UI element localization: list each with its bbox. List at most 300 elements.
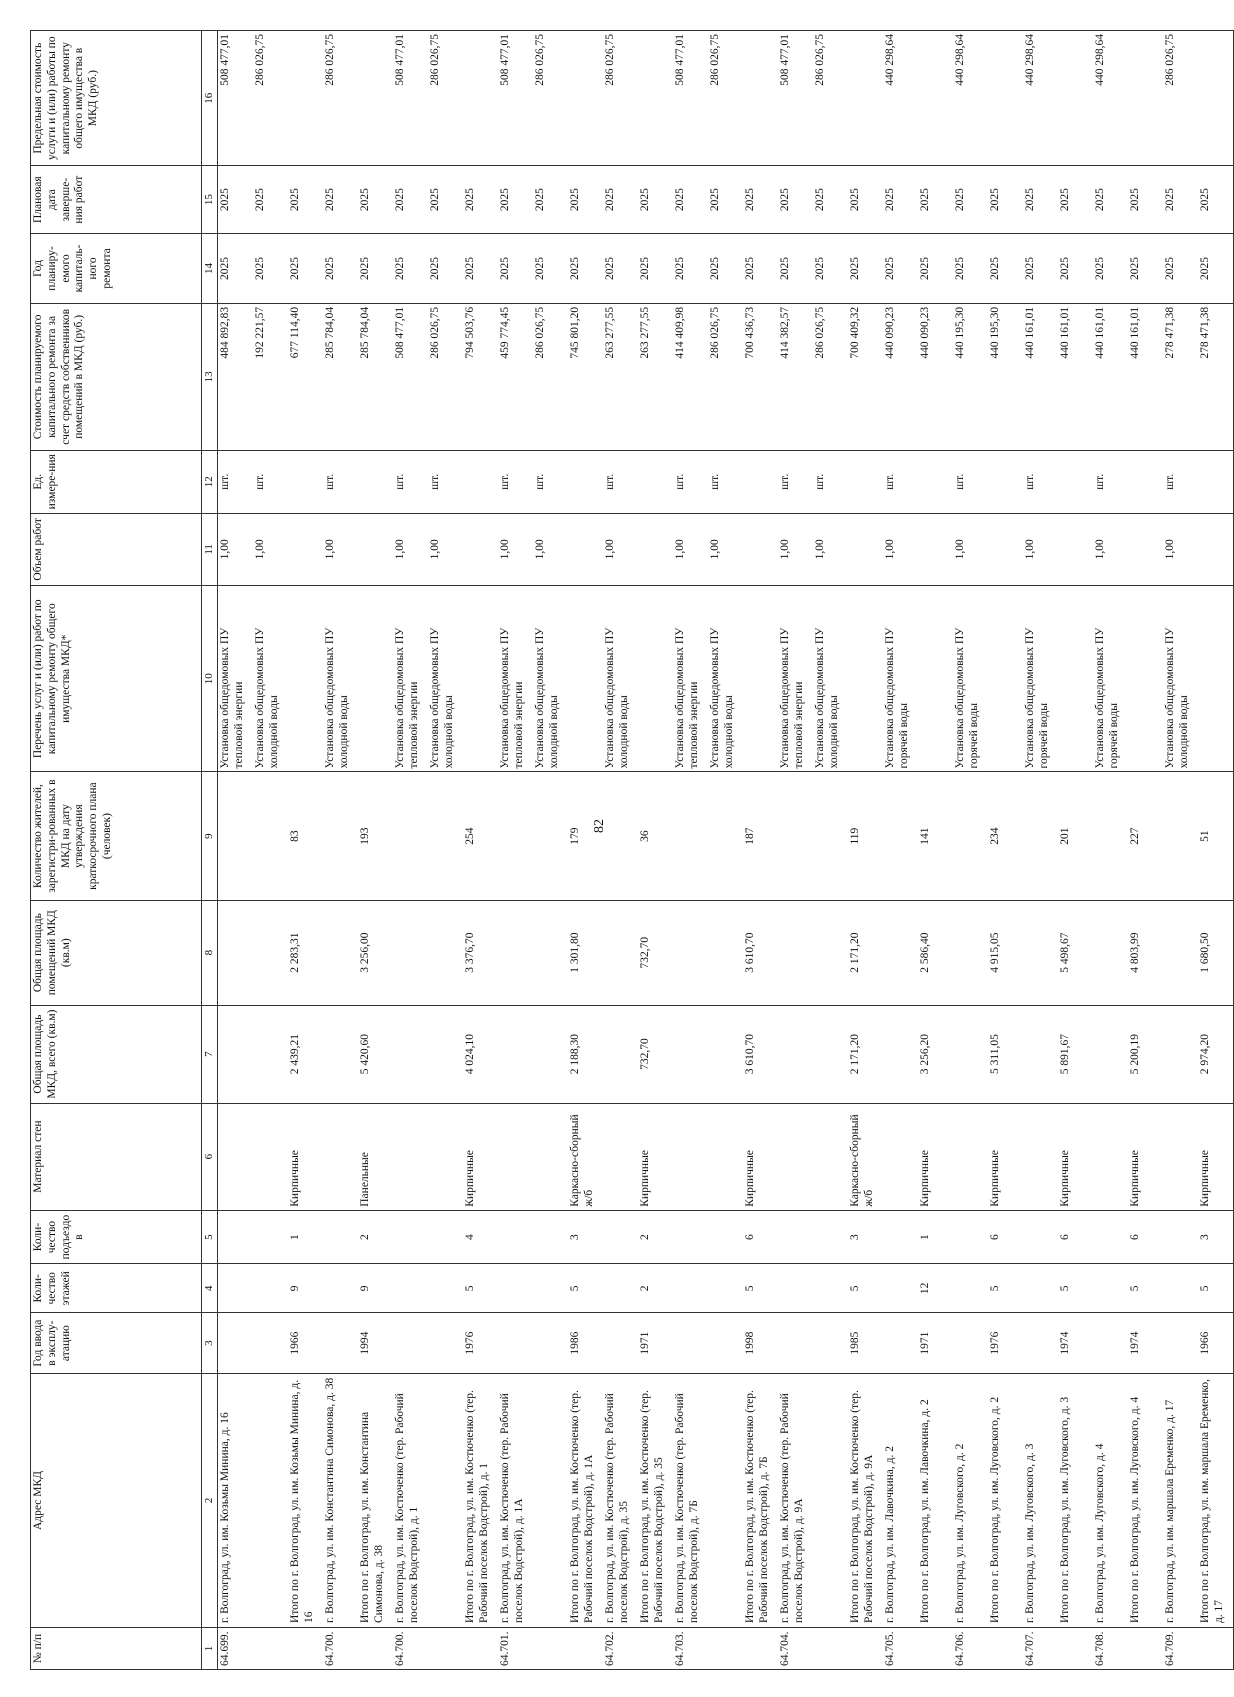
table-cell: Итого по г. Волгоград, ул. им. Костюченко (тер. Рабочий поселок Водстрой), д. 1 [463,1373,498,1627]
table-cell [568,585,603,772]
table-cell: 2025 [1163,233,1198,303]
table-cell: 2025 [848,233,883,303]
table-cell [988,585,1023,772]
table-cell [358,450,393,513]
column-header: Количество жителей, зарегистри-рованных в МКД на дату утверждения краткосрочного плана (человек) [31,772,202,900]
table-cell: 2025 [813,166,848,234]
table-row [988,31,1023,1670]
column-number-row [202,31,218,1670]
table-cell: 286 026,75 [708,303,743,450]
table-cell [253,1373,288,1627]
table-cell: 1966 [1198,1313,1234,1374]
table-cell: шт. [393,450,428,513]
table-cell [1058,450,1093,513]
table-cell: 2025 [498,233,533,303]
table-cell [498,1264,533,1313]
table-cell: шт. [883,450,918,513]
table-cell: 2025 [428,166,463,234]
table-cell: Установка общедомовых ПУ холодной воды [533,585,568,772]
table-row [1058,31,1093,1670]
table-cell: 2 188,30 [568,1005,603,1103]
table-cell [638,513,673,585]
table-cell [988,450,1023,513]
table-cell [638,31,673,166]
table-cell: 227 [1128,772,1163,900]
table-cell [253,1210,288,1264]
table-cell [218,772,254,900]
table-row [288,31,323,1670]
table-cell [393,900,428,1005]
table-cell: 440 298,64 [1093,31,1128,166]
table-cell [498,772,533,900]
table-cell: шт. [323,450,358,513]
table-cell [568,450,603,513]
column-number: 9 [202,772,218,900]
table-cell: Установка общедомовых ПУ тепловой энергии [673,585,708,772]
table-cell: 2 [638,1264,673,1313]
table-row [393,31,428,1670]
table-cell: 440 161,01 [1023,303,1058,450]
table-cell [813,1103,848,1210]
column-number: 10 [202,585,218,772]
table-row [673,31,708,1670]
table-cell [813,1210,848,1264]
table-cell: 64.704. [778,1628,813,1670]
table-cell [253,1005,288,1103]
table-cell: 12 [918,1264,953,1313]
table-cell: 2025 [463,166,498,234]
table-cell [428,900,463,1005]
table-cell [428,1264,463,1313]
table-cell: 414 409,98 [673,303,708,450]
table-cell [603,1210,638,1264]
table-cell: 1,00 [533,513,568,585]
table-cell [1128,450,1163,513]
table-cell [533,1210,568,1264]
table-cell: шт. [953,450,988,513]
table-cell [498,1103,533,1210]
table-cell [428,772,463,900]
table-cell: г. Волгоград, ул. им. Луговского, д. 4 [1093,1373,1128,1627]
table-cell: г. Волгоград, ул. им. Костюченко (тер. Рабочий поселок Водстрой), д. 35 [603,1373,638,1627]
table-cell [1093,772,1128,900]
table-cell: Установка общедомовых ПУ тепловой энергии [218,585,254,772]
table-cell: 3 [848,1210,883,1264]
table-cell: 9 [358,1264,393,1313]
column-number: 7 [202,1005,218,1103]
table-cell: 1,00 [778,513,813,585]
table-cell: 440 298,64 [883,31,918,166]
table-cell: 508 477,01 [218,31,254,166]
table-cell: 5 891,67 [1058,1005,1093,1103]
table-cell: 2025 [1058,233,1093,303]
table-cell: 700 436,73 [743,303,778,450]
table-cell: 2025 [708,166,743,234]
table-cell [498,900,533,1005]
table-cell [288,585,323,772]
table-cell [463,513,498,585]
table-cell: 2025 [1023,166,1058,234]
table-cell: 2025 [988,233,1023,303]
table-row [883,31,918,1670]
table-cell [428,1313,463,1374]
column-header: Объем работ [31,513,202,585]
table-cell [323,1264,358,1313]
table-cell: Установка общедомовых ПУ горячей воды [883,585,918,772]
table-cell: 193 [358,772,393,900]
table-cell: 2025 [1093,166,1128,234]
table-cell [393,1264,428,1313]
column-number: 1 [202,1628,218,1670]
column-number: 16 [202,31,218,166]
table-cell [218,1313,254,1374]
table-cell: Итого по г. Волгоград, ул. им. маршала Еременко, д. 17 [1198,1373,1234,1627]
table-cell [1198,450,1234,513]
table-cell [463,1628,498,1670]
table-cell [883,900,918,1005]
table-cell [953,1103,988,1210]
table-cell [1058,1628,1093,1670]
table-cell: 1,00 [673,513,708,585]
table-row [428,31,463,1670]
table-cell [848,450,883,513]
table-cell [1128,31,1163,166]
table-cell: 119 [848,772,883,900]
table-cell [1023,1103,1058,1210]
table-cell: 3 610,70 [743,1005,778,1103]
table-cell: 2025 [393,233,428,303]
table-cell: 5 [1198,1264,1234,1313]
column-header: Коли-чество этажей [31,1264,202,1313]
table-cell: Итого по г. Волгоград, ул. им. Костюченко (тер. Рабочий поселок Водстрой), д. 9А [848,1373,883,1627]
table-row [953,31,988,1670]
column-number: 12 [202,450,218,513]
table-cell: 64.706. [953,1628,988,1670]
table-cell: 2025 [1163,166,1198,234]
table-cell [813,900,848,1005]
table-cell [743,450,778,513]
table-cell: 1986 [568,1313,603,1374]
table-cell [813,1628,848,1670]
table-cell [778,900,813,1005]
table-cell [883,1103,918,1210]
table-cell: 2025 [1093,233,1128,303]
table-cell: г. Волгоград, ул. им. Константина Симонова, д. 38 [323,1373,358,1627]
table-cell [498,1210,533,1264]
table-cell [708,1628,743,1670]
table-cell [918,1628,953,1670]
table-cell: 6 [1128,1210,1163,1264]
table-cell [323,1313,358,1374]
table-cell: 263 277,55 [603,303,638,450]
table-cell [1093,1210,1128,1264]
table-cell: 2 439,21 [288,1005,323,1103]
column-header: Адрес МКД [31,1373,202,1627]
table-cell [428,1210,463,1264]
table-cell [568,31,603,166]
table-cell [428,1628,463,1670]
table-cell: шт. [1023,450,1058,513]
table-cell: Кирпичные [988,1103,1023,1210]
table-cell: 254 [463,772,498,900]
table-cell: 1,00 [603,513,638,585]
table-cell: 508 477,01 [778,31,813,166]
column-number: 8 [202,900,218,1005]
table-cell: Итого по г. Волгоград, ул. им. Луговского, д. 3 [1058,1373,1093,1627]
table-cell [778,1103,813,1210]
table-cell: Итого по г. Волгоград, ул. им. Костюченко (тер. Рабочий поселок Водстрой), д. 35 [638,1373,673,1627]
table-cell: Кирпичные [288,1103,323,1210]
table-cell [218,1005,254,1103]
table-row [1093,31,1128,1670]
table-cell: 2025 [603,166,638,234]
table-cell [358,31,393,166]
table-cell: Установка общедомовых ПУ холодной воды [253,585,288,772]
table-cell: 234 [988,772,1023,900]
table-cell: шт. [603,450,638,513]
table-cell: 2025 [498,166,533,234]
table-cell: 5 [743,1264,778,1313]
table-cell [953,1264,988,1313]
table-cell: 414 382,57 [778,303,813,450]
table-cell: Установка общедомовых ПУ холодной воды [1163,585,1198,772]
table-cell: 285 784,04 [323,303,358,450]
table-cell [358,513,393,585]
table-cell: 5 [848,1264,883,1313]
table-cell [1093,1005,1128,1103]
table-cell: 508 477,01 [393,31,428,166]
table-cell: 2 283,31 [288,900,323,1005]
table-cell: Установка общедомовых ПУ холодной воды [603,585,638,772]
table-cell [708,1210,743,1264]
table-cell: 2025 [253,166,288,234]
table-cell [253,900,288,1005]
table-cell: 64.699. [218,1628,254,1670]
table-cell: Итого по г. Волгоград, ул. им. Козьмы Минина, д. 16 [288,1373,323,1627]
table-row [603,31,638,1670]
table-cell: 2025 [778,166,813,234]
table-cell [1198,31,1234,166]
table-cell: 440 195,30 [988,303,1023,450]
table-cell [428,1373,463,1627]
table-cell [253,1264,288,1313]
table-cell: шт. [253,450,288,513]
table-cell: 201 [1058,772,1093,900]
table-cell [533,900,568,1005]
table-cell [673,772,708,900]
table-cell: Установка общедомовых ПУ холодной воды [323,585,358,772]
table-cell: 1,00 [323,513,358,585]
table-cell [918,31,953,166]
table-cell: 3 376,70 [463,900,498,1005]
table-row [778,31,813,1670]
table-cell: 2025 [743,233,778,303]
table-cell: 286 026,75 [428,31,463,166]
table-cell [638,585,673,772]
table-cell: 83 [288,772,323,900]
table-cell: 700 409,32 [848,303,883,450]
table-cell: 2025 [288,166,323,234]
table-cell [1093,1313,1128,1374]
table-cell: 2 [638,1210,673,1264]
table-cell: 2025 [988,166,1023,234]
table-cell [323,1005,358,1103]
table-cell [533,1313,568,1374]
table-cell: 286 026,75 [708,31,743,166]
table-cell: 286 026,75 [428,303,463,450]
table-cell [393,1210,428,1264]
table-cell: 2025 [358,233,393,303]
table-cell [1198,1628,1234,1670]
table-cell [603,900,638,1005]
column-number: 3 [202,1313,218,1374]
table-cell: 1998 [743,1313,778,1374]
table-cell [1163,1210,1198,1264]
table-cell [1163,1264,1198,1313]
table-cell: 1,00 [1163,513,1198,585]
table-cell: 1974 [1128,1313,1163,1374]
table-row [1023,31,1058,1670]
table-cell: 484 892,83 [218,303,254,450]
table-cell: 2025 [673,233,708,303]
table-cell [603,1103,638,1210]
table-cell: 64.700. [393,1628,428,1670]
table-cell: 6 [988,1210,1023,1264]
column-header: Ед. измере-ния [31,450,202,513]
table-cell [533,1264,568,1313]
table-cell [813,1313,848,1374]
table-cell [1023,1210,1058,1264]
table-cell [988,1628,1023,1670]
table-cell: 5 [988,1264,1023,1313]
table-row [253,31,288,1670]
table-cell: 1,00 [1023,513,1058,585]
table-cell: Итого по г. Волгоград, ул. им. Костюченко (тер. Рабочий поселок Водстрой), д. 1А [568,1373,603,1627]
table-cell: 286 026,75 [603,31,638,166]
table-cell: 3 [568,1210,603,1264]
table-row [918,31,953,1670]
table-cell: 3 256,00 [358,900,393,1005]
table-cell: 6 [1058,1210,1093,1264]
table-cell: Итого по г. Волгоград, ул. им. Луговского, д. 4 [1128,1373,1163,1627]
table-cell [883,1005,918,1103]
table-cell: 5 420,60 [358,1005,393,1103]
table-cell: г. Волгоград, ул. им. Костюченко (тер. Рабочий поселок Водстрой), д. 9А [778,1373,813,1627]
table-row [708,31,743,1670]
table-cell [253,1103,288,1210]
column-number: 15 [202,166,218,234]
table-cell: 2025 [638,166,673,234]
table-cell: 286 026,75 [813,31,848,166]
table-cell: 2025 [708,233,743,303]
table-cell [848,1628,883,1670]
table-cell: 1971 [918,1313,953,1374]
table-cell [708,1264,743,1313]
table-cell [1023,1313,1058,1374]
table-cell: 2025 [1058,166,1093,234]
table-cell: 286 026,75 [253,31,288,166]
table-cell [743,513,778,585]
table-cell: 677 114,40 [288,303,323,450]
table-cell: 36 [638,772,673,900]
table-cell: 2025 [358,166,393,234]
table-cell: 2025 [568,233,603,303]
column-header: Коли-чество подъездо в [31,1210,202,1264]
table-cell: г. Волгоград, ул. им. Костюченко (тер. Рабочий поселок Водстрой), д. 7Б [673,1373,708,1627]
column-number: 5 [202,1210,218,1264]
table-cell [428,1103,463,1210]
table-cell: 3 [1198,1210,1234,1264]
table-cell [533,1103,568,1210]
table-cell: 2025 [323,233,358,303]
table-cell [1163,1103,1198,1210]
table-cell: шт. [778,450,813,513]
table-cell [778,1264,813,1313]
table-cell [743,585,778,772]
table-cell: 5 [568,1264,603,1313]
table-cell: 2025 [848,166,883,234]
table-cell [778,1210,813,1264]
table-cell [323,772,358,900]
table-cell: Кирпичные [1128,1103,1163,1210]
table-cell: 794 503,76 [463,303,498,450]
table-cell [953,1005,988,1103]
table-cell: 5 [1128,1264,1163,1313]
table-cell: 285 784,04 [358,303,393,450]
table-cell: Установка общедомовых ПУ горячей воды [1023,585,1058,772]
table-cell [1198,585,1234,772]
table-cell: 1976 [463,1313,498,1374]
table-cell [1128,1628,1163,1670]
table-cell [218,1103,254,1210]
table-cell [1093,1103,1128,1210]
table-cell: 4 915,05 [988,900,1023,1005]
table-cell [253,1313,288,1374]
table-cell: 286 026,75 [323,31,358,166]
column-number: 4 [202,1264,218,1313]
table-cell: 440 161,01 [1093,303,1128,450]
table-cell [708,1005,743,1103]
table-cell: 2025 [1198,166,1234,234]
table-cell [463,585,498,772]
table-cell [1058,585,1093,772]
table-cell [953,1313,988,1374]
table-cell [253,1628,288,1670]
table-cell [463,31,498,166]
table-cell: 2025 [883,166,918,234]
table-body [218,31,1234,1670]
table-cell: шт. [533,450,568,513]
table-cell [1163,1313,1198,1374]
column-header: Предельная стоимость услуги и (или) работы по капитальному ремонту общего имущества в МКД (руб.) [31,31,202,166]
table-cell: 440 090,23 [918,303,953,450]
table-cell: 745 801,20 [568,303,603,450]
table-cell: 2025 [533,233,568,303]
table-cell: 1,00 [813,513,848,585]
column-header: Плановая дата заверше-ния работ [31,166,202,234]
table-cell [673,1210,708,1264]
table-cell [1163,772,1198,900]
table-cell [393,1313,428,1374]
table-cell: 2025 [1128,166,1163,234]
table-cell: 286 026,75 [533,303,568,450]
table-cell: 64.709. [1163,1628,1198,1670]
table-cell [1023,900,1058,1005]
table-cell: 2025 [918,166,953,234]
table-cell: 179 [568,772,603,900]
table-cell [1023,1005,1058,1103]
table-cell [918,513,953,585]
